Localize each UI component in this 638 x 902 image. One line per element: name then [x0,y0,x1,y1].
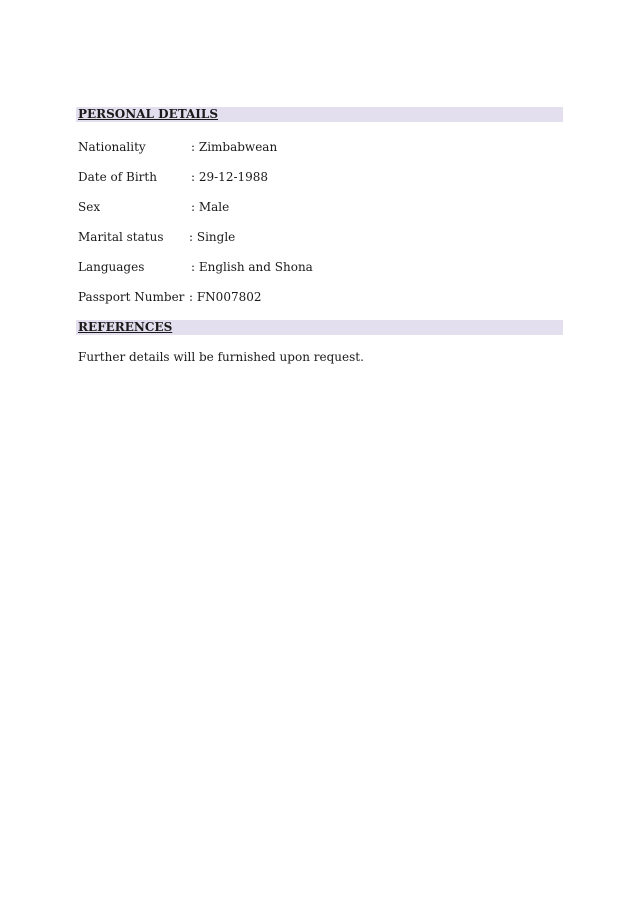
personal-details-heading: PERSONAL DETAILS [78,107,219,121]
nationality-label: Nationality [78,140,146,154]
marital-status-value: : Single [189,230,236,244]
sex-label: Sex [78,200,101,214]
languages-label: Languages [78,260,145,274]
passport-number-value: : FN007802 [189,290,262,304]
date-of-birth-value: : 29-12-1988 [191,170,269,184]
passport-number-label: Passport Number [78,290,185,304]
languages-value: : English and Shona [191,260,313,274]
references-text: Further details will be furnished upon request. [78,350,364,364]
marital-status-label: Marital status [78,230,164,244]
references-heading: REFERENCES [78,320,173,334]
sex-value: : Male [191,200,230,214]
nationality-value: : Zimbabwean [191,140,278,154]
date-of-birth-label: Date of Birth [78,170,157,184]
